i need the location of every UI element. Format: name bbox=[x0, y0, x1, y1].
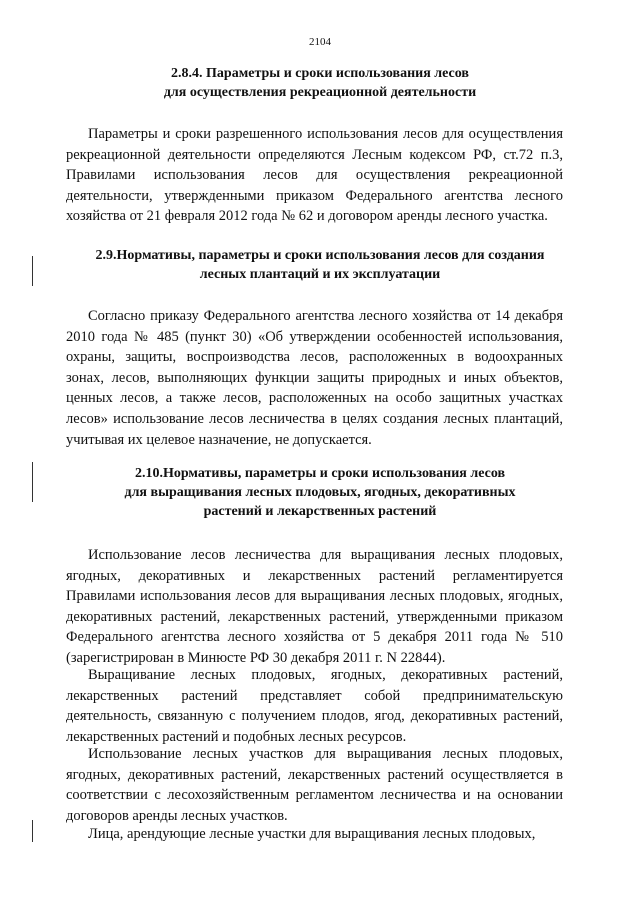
margin-bar bbox=[32, 462, 33, 502]
heading-line: 2.9.Нормативы, параметры и сроки использования лесов для создания bbox=[95, 248, 545, 263]
page-number: 2104 bbox=[309, 36, 331, 48]
section-heading-2-9 bbox=[40, 246, 600, 284]
paragraph: Использование лесных участков для выращивания лесных плодовых, ягодных, декоративных растений, лекарственных растений осуществляется в соответствии с лесохозяйственным регламентом лесничества и на основании договоров аренды лесных участков. bbox=[66, 746, 563, 824]
heading-line: для выращивания лесных плодовых, ягодных, декоративных bbox=[124, 485, 516, 500]
heading-line: растений и лекарственных растений bbox=[203, 504, 437, 519]
paragraph: Параметры и сроки разрешенного использования лесов для осуществления рекреационной деятельности определяются Лесным кодексом РФ, ст.72 п.3, Правилами использования лесов для осуществления рекреационной деятельности, утвержденными приказом Федерального агентства лесного хозяйства от 21 февраля 2012 года № 62 и договором аренды лесного участка. bbox=[66, 126, 563, 225]
paragraph: Использование лесов лесничества для выращивания лесных плодовых, ягодных, декоративных и лекарственных растений регламентируется Правилами использования лесов для выращивания лесных плодовых, ягодных, декоративных растений, лекарственных растений, утвержденными приказом Федерального агентства лесного хозяйства от 5 декабря 2011 года № 510 (зарегистрирован в Минюсте РФ 30 декабря 2011 г. N 22844). bbox=[66, 547, 563, 666]
heading-line: для осуществления рекреационной деятельности bbox=[163, 85, 477, 100]
margin-bar bbox=[32, 820, 33, 842]
heading-line: 2.10.Нормативы, параметры и сроки использования лесов bbox=[134, 466, 506, 481]
heading-line: 2.8.4. Параметры и сроки использования лесов bbox=[171, 66, 469, 81]
paragraph: Согласно приказу Федерального агентства лесного хозяйства от 14 декабря 2010 года № 485 (пункт 30) «Об утверждении особенностей использования, охраны, защиты, воспроизводства лесов, расположенных в водоохранных зонах, лесов, выполняющих функции защиты природных и иных объектов, ценных лесов, а также лесов, расположенных на особо защитных участках лесов» использование лесов лесничества в целях создания лесных плантаций, учитывая их целевое назначение, не допускается. bbox=[66, 308, 563, 448]
paragraph: Лица, арендующие лесные участки для выращивания лесных плодовых, bbox=[88, 826, 536, 842]
section-heading-2-10 bbox=[40, 464, 600, 521]
heading-line: лесных плантаций и их эксплуатации bbox=[199, 267, 441, 282]
margin-bar bbox=[32, 256, 33, 286]
section-heading-2-8-4 bbox=[40, 64, 600, 102]
paragraph: Выращивание лесных плодовых, ягодных, декоративных растений, лекарственных растений представляет собой предпринимательскую деятельность, связанную с получением плодов, ягод, декоративных растений, лекарственных растений и подобных лесных ресурсов. bbox=[66, 667, 563, 745]
